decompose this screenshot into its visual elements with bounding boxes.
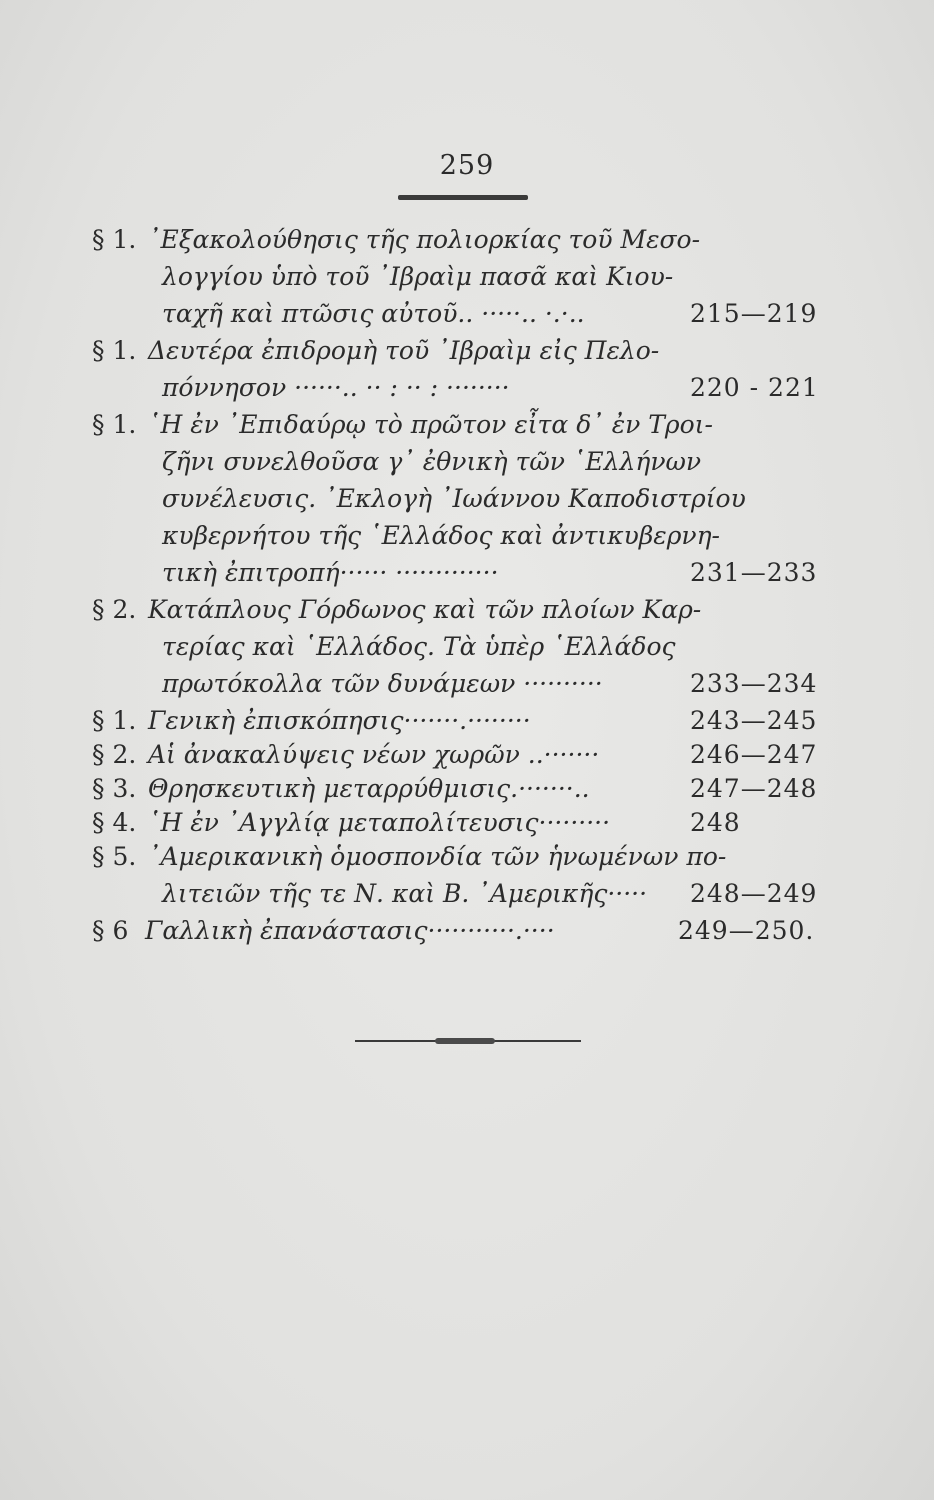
entry-line: ζῆνι συνελθοῦσα γ᾿ ἐθνικὴ τῶν ῾Ελλήνων — [162, 447, 702, 476]
entry-line: Θρησκευτικὴ μεταρρύθμισις.·······.. — [148, 774, 590, 803]
page-range: 231—233 — [690, 558, 818, 587]
entry-line: τικὴ ἐπιτροπή······ ············· — [162, 558, 499, 587]
section-mark: § 2. — [92, 595, 137, 624]
entry-line: ᾿Εξακολούθησις τῆς πολιορκίας τοῦ Μεσο- — [148, 225, 701, 254]
entry-line: ᾿Αμερικανικὴ ὁμοσπονδία τῶν ἡνωμένων πο- — [148, 842, 727, 871]
entry-line: λιτειῶν τῆς τε Ν. καὶ Β. ᾿Αμερικῆς····· — [162, 879, 648, 908]
entry-line: Γαλλικὴ ἐπανάστασις···········.···· — [145, 916, 555, 945]
entry-line: τερίας καὶ ῾Ελλάδος. Τὰ ὑπὲρ ῾Ελλάδος — [162, 632, 676, 661]
page-range: 249—250. — [678, 916, 815, 945]
section-mark: § 3. — [92, 774, 137, 803]
section-mark: § 1. — [92, 706, 137, 735]
section-mark: § 4. — [92, 808, 137, 837]
section-mark: § 1. — [92, 336, 137, 365]
page-range: 233—234 — [690, 669, 818, 698]
page-range: 247—248 — [690, 774, 818, 803]
page-range: 246—247 — [690, 740, 818, 769]
page-range: 215—219 — [690, 299, 818, 328]
section-mark: § 5. — [92, 842, 137, 871]
section-mark: § 2. — [92, 740, 137, 769]
entry-line: Δευτέρα ἐπιδρομὴ τοῦ ᾿Ιβραὶμ εἰς Πελο- — [148, 336, 660, 365]
entry-line: λογγίου ὑπὸ τοῦ ᾿Ιβραὶμ πασᾶ καὶ Κιου- — [162, 262, 674, 291]
entry-line: ῾Η ἐν ᾿Αγγλίᾳ μεταπολίτευσις········· — [148, 808, 611, 837]
page-range: 220 - 221 — [690, 373, 819, 402]
bottom-ornament-rule — [355, 1040, 581, 1042]
entry-line: ῾Η ἐν ᾿Επιδαύρῳ τὸ πρῶτον εἶτα δ᾿ ἐν Τροι- — [148, 410, 713, 439]
entry-line: κυβερνήτου τῆς ῾Ελλάδος καὶ ἀντικυβερνη- — [162, 521, 721, 550]
page-range: 248 — [690, 808, 741, 837]
entry-line: Κατάπλους Γόρδωνος καὶ τῶν πλοίων Καρ- — [148, 595, 702, 624]
section-mark: § 1. — [92, 225, 137, 254]
entry-line: πόννησον ······.. ·· : ·· : ········ — [162, 373, 510, 402]
entry-line: Αἱ ἀνακαλύψεις νέων χωρῶν ..······· — [148, 740, 600, 769]
page-range: 243—245 — [690, 706, 818, 735]
page-number: 259 — [439, 150, 495, 181]
entry-line: συνέλευσις. ᾿Εκλογὴ ᾿Ιωάννου Καποδιστρίου — [162, 484, 746, 513]
section-mark: § 6 — [92, 916, 129, 945]
entry-line: Γενικὴ ἐπισκόπησις·······.········ — [148, 706, 531, 735]
entry-line: πρωτόκολλα τῶν δυνάμεων ·········· — [162, 669, 603, 698]
page-range: 248—249 — [690, 879, 818, 908]
entry-line: ταχῆ καὶ πτῶσις αὐτοῦ.. ·····.. ·.·.. — [162, 299, 585, 328]
section-mark: § 1. — [92, 410, 137, 439]
